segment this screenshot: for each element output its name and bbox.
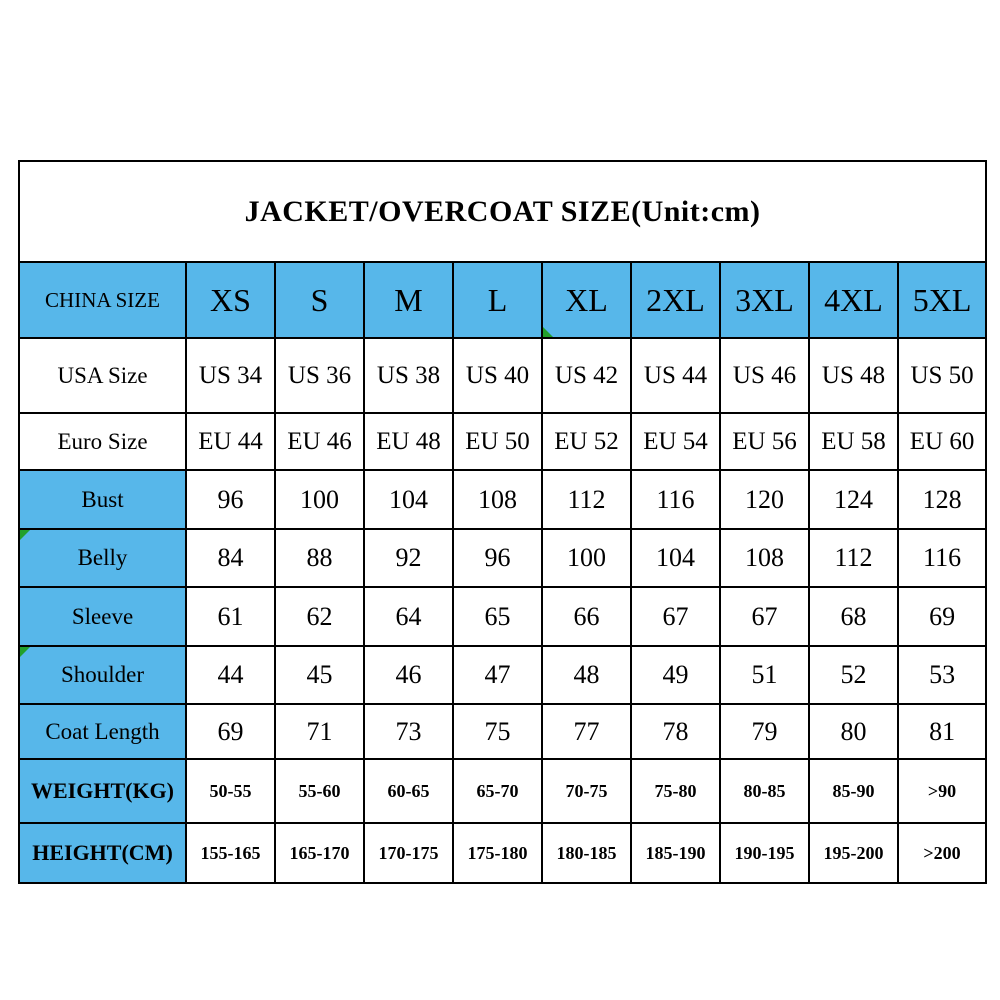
value-cell: 61 [186, 587, 275, 646]
value-cell: 46 [364, 646, 453, 704]
value-cell: 165-170 [275, 823, 364, 883]
table-row-usa-size [19, 338, 986, 413]
china-size-header-row [19, 262, 986, 338]
value-cell: 100 [275, 470, 364, 529]
value-cell: 67 [720, 587, 809, 646]
table-title: JACKET/OVERCOAT SIZE(Unit:cm) [19, 161, 986, 262]
value-cell: 116 [631, 470, 720, 529]
value-cell: 47 [453, 646, 542, 704]
value-cell: 48 [542, 646, 631, 704]
value-cell: 180-185 [542, 823, 631, 883]
row-label: Coat Length [19, 704, 186, 759]
value-cell: EU 50 [453, 413, 542, 470]
value-cell: 116 [898, 529, 986, 587]
table-row-coat-length [19, 704, 986, 759]
value-cell: 112 [542, 470, 631, 529]
table-row-weight-kg- [19, 759, 986, 823]
value-cell: 49 [631, 646, 720, 704]
row-label: USA Size [19, 338, 186, 413]
value-cell: >90 [898, 759, 986, 823]
value-cell: 68 [809, 587, 898, 646]
value-cell: US 34 [186, 338, 275, 413]
value-cell: 112 [809, 529, 898, 587]
value-cell: 44 [186, 646, 275, 704]
value-cell: 92 [364, 529, 453, 587]
value-cell: 155-165 [186, 823, 275, 883]
value-cell: 75 [453, 704, 542, 759]
size-chart [18, 160, 985, 884]
value-cell: 108 [453, 470, 542, 529]
value-cell: 65 [453, 587, 542, 646]
value-cell: 190-195 [720, 823, 809, 883]
value-cell: 78 [631, 704, 720, 759]
value-cell: 73 [364, 704, 453, 759]
size-header-xl: XL [542, 262, 631, 338]
size-header-5xl: 5XL [898, 262, 986, 338]
table-row-euro-size [19, 413, 986, 470]
value-cell: US 42 [542, 338, 631, 413]
value-cell: 124 [809, 470, 898, 529]
size-header-3xl: 3XL [720, 262, 809, 338]
table-row-bust [19, 470, 986, 529]
value-cell: 52 [809, 646, 898, 704]
value-cell: EU 60 [898, 413, 986, 470]
value-cell: 88 [275, 529, 364, 587]
value-cell: 85-90 [809, 759, 898, 823]
row-label: Belly [19, 529, 186, 587]
size-header-4xl: 4XL [809, 262, 898, 338]
row-label: WEIGHT(KG) [19, 759, 186, 823]
value-cell: EU 56 [720, 413, 809, 470]
corner-mark-icon [20, 647, 30, 657]
value-cell: 77 [542, 704, 631, 759]
value-cell: US 48 [809, 338, 898, 413]
value-cell: 55-60 [275, 759, 364, 823]
corner-mark-icon [543, 327, 553, 337]
row-label: Sleeve [19, 587, 186, 646]
value-cell: 195-200 [809, 823, 898, 883]
value-cell: US 46 [720, 338, 809, 413]
value-cell: 67 [631, 587, 720, 646]
value-cell: 51 [720, 646, 809, 704]
value-cell: US 50 [898, 338, 986, 413]
value-cell: 64 [364, 587, 453, 646]
value-cell: 69 [898, 587, 986, 646]
size-header-m: M [364, 262, 453, 338]
value-cell: 79 [720, 704, 809, 759]
value-cell: 104 [631, 529, 720, 587]
value-cell: 50-55 [186, 759, 275, 823]
value-cell: 120 [720, 470, 809, 529]
value-cell: EU 58 [809, 413, 898, 470]
value-cell: >200 [898, 823, 986, 883]
value-cell: 175-180 [453, 823, 542, 883]
value-cell: EU 54 [631, 413, 720, 470]
value-cell: 170-175 [364, 823, 453, 883]
value-cell: US 40 [453, 338, 542, 413]
value-cell: 69 [186, 704, 275, 759]
size-header-xs: XS [186, 262, 275, 338]
value-cell: 53 [898, 646, 986, 704]
value-cell: EU 44 [186, 413, 275, 470]
value-cell: 75-80 [631, 759, 720, 823]
value-cell: 65-70 [453, 759, 542, 823]
value-cell: 80 [809, 704, 898, 759]
value-cell: US 36 [275, 338, 364, 413]
table-row-height-cm- [19, 823, 986, 883]
row-label: Bust [19, 470, 186, 529]
row-label: Shoulder [19, 646, 186, 704]
title-row [19, 161, 986, 262]
value-cell: 70-75 [542, 759, 631, 823]
corner-mark-icon [20, 530, 30, 540]
size-chart-table [18, 160, 987, 884]
size-header-s: S [275, 262, 364, 338]
table-row-belly [19, 529, 986, 587]
table-row-shoulder [19, 646, 986, 704]
value-cell: US 38 [364, 338, 453, 413]
value-cell: 96 [186, 470, 275, 529]
value-cell: EU 46 [275, 413, 364, 470]
row-label: Euro Size [19, 413, 186, 470]
value-cell: 81 [898, 704, 986, 759]
value-cell: 60-65 [364, 759, 453, 823]
value-cell: EU 52 [542, 413, 631, 470]
row-label: HEIGHT(CM) [19, 823, 186, 883]
value-cell: 185-190 [631, 823, 720, 883]
size-header-l: L [453, 262, 542, 338]
value-cell: 62 [275, 587, 364, 646]
value-cell: 108 [720, 529, 809, 587]
value-cell: 66 [542, 587, 631, 646]
value-cell: 71 [275, 704, 364, 759]
value-cell: 84 [186, 529, 275, 587]
value-cell: 104 [364, 470, 453, 529]
value-cell: 96 [453, 529, 542, 587]
size-header-2xl: 2XL [631, 262, 720, 338]
value-cell: EU 48 [364, 413, 453, 470]
value-cell: 100 [542, 529, 631, 587]
value-cell: 80-85 [720, 759, 809, 823]
value-cell: 45 [275, 646, 364, 704]
china-size-header-cell: CHINA SIZE [19, 262, 186, 338]
table-row-sleeve [19, 587, 986, 646]
value-cell: 128 [898, 470, 986, 529]
value-cell: US 44 [631, 338, 720, 413]
